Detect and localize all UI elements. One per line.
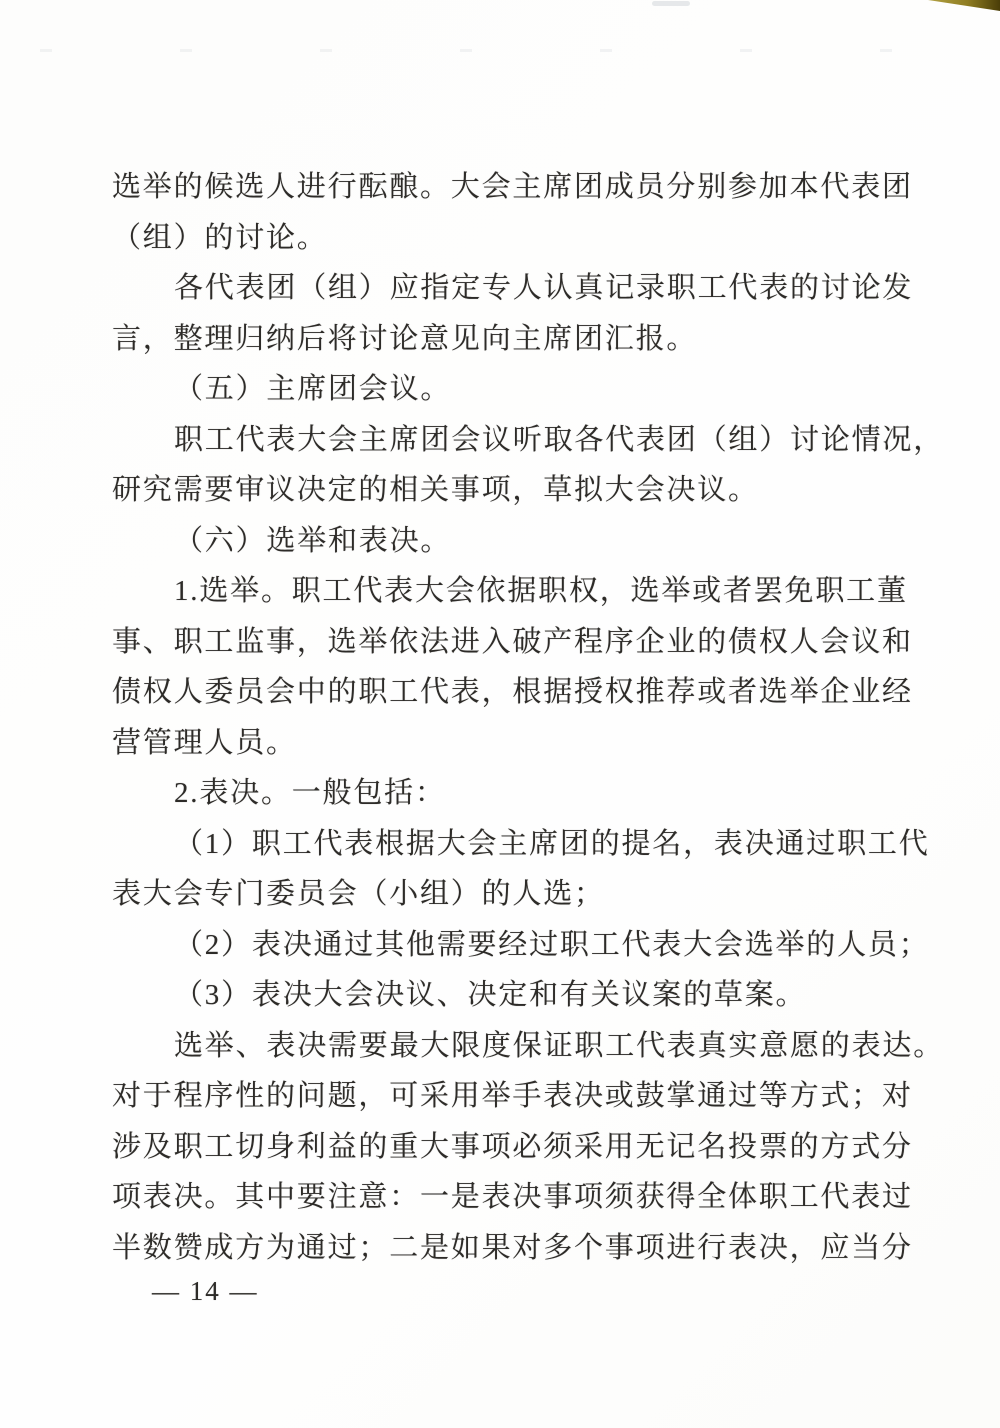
text-line: 债权人委员会中的职工代表，根据授权推荐或者选举企业经 [112,676,913,708]
text-line: 半数赞成方为通过；二是如果对多个事项进行表决，应当分 [112,1231,913,1264]
text-line: 营管理人员。 [112,726,297,759]
text-line: （1）职工代表根据大会主席团的提名，表决通过职工代 [174,827,930,860]
text-line: （组）的讨论。 [112,221,328,254]
text-line: 对于程序性的问题，可采用举手表决或鼓掌通过等方式；对 [112,1080,913,1112]
bleed-through-marks [40,49,960,52]
scan-smudge [652,1,690,6]
text-line: 选举、表决需要最大限度保证职工代表真实意愿的表达。 [174,1029,945,1062]
text-line: （六）选举和表决。 [174,524,452,557]
text-line: （2）表决通过其他需要经过职工代表大会选举的人员； [174,928,930,961]
text-line: 研究需要审议决定的相关事项，草拟大会决议。 [112,474,759,506]
text-line: 2.表决。一般包括： [174,777,446,809]
page-number: — 14 — [152,1276,259,1306]
text-line: 各代表团（组）应指定专人认真记录职工代表的讨论发 [174,272,914,304]
text-line: 1.选举。职工代表大会依据职权，选举或者罢免职工董 [174,575,908,607]
text-line: 表大会专门委员会（小组）的人选； [112,878,605,910]
text-line: 涉及职工切身利益的重大事项必须采用无记名投票的方式分 [112,1130,913,1163]
text-line: 选举的候选人进行酝酿。大会主席团成员分别参加本代表团 [112,171,913,203]
scan-corner-artifact [928,0,1000,11]
text-line: （3）表决大会决议、决定和有关议案的草案。 [174,979,807,1011]
text-line: 职工代表大会主席团会议听取各代表团（组）讨论情况， [174,423,945,456]
text-body [112,162,945,1273]
text-line: 项表决。其中要注意：一是表决事项须获得全体职工代表过 [112,1181,913,1213]
text-line: 事、职工监事，选举依法进入破产程序企业的债权人会议和 [112,625,913,658]
text-line: （五）主席团会议。 [174,373,452,405]
text-line: 言，整理归纳后将讨论意见向主席团汇报。 [112,322,698,355]
